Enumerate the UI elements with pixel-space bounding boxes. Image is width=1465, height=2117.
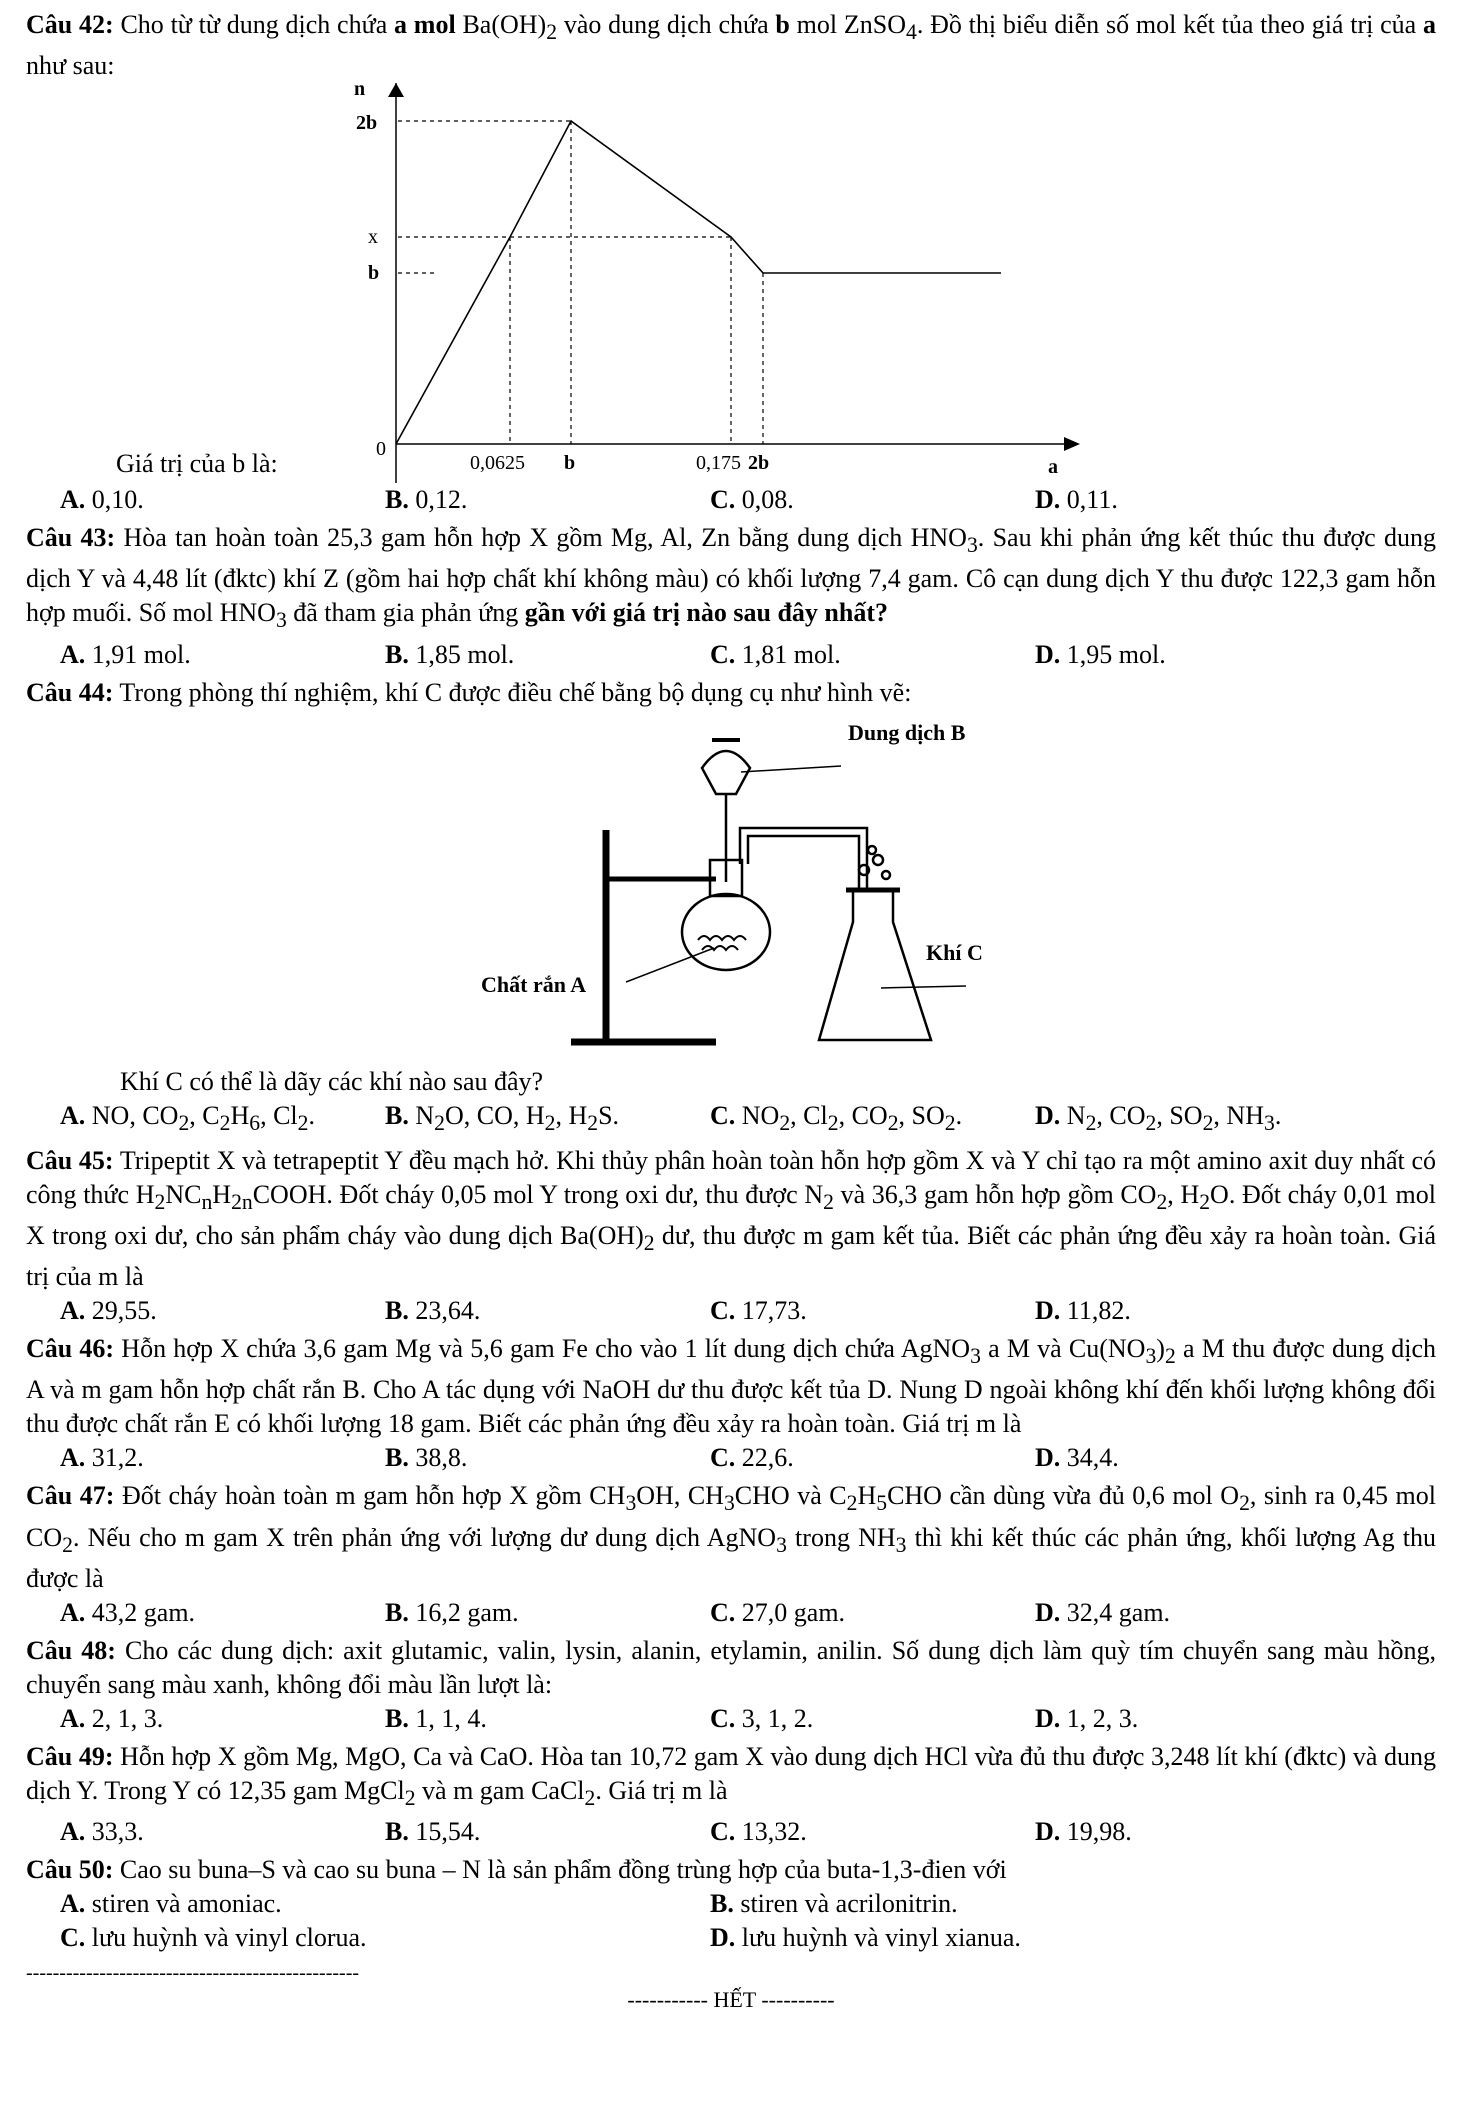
q48-stem: Câu 48: Cho các dung dịch: axit glutamic, valin, lysin, alanin, etylamin, anilin. Số dung dịch làm quỳ tím chuyển sang màu hồng, chuyển sang màu xanh, không đổi màu lần lượt là: — [26, 1635, 1436, 1699]
q44-apparatus — [26, 710, 1126, 1065]
apparatus-drawing — [571, 740, 966, 1042]
q43-stem: Câu 43: Hòa tan hoàn toàn 25,3 gam hỗn hợp X gồm Mg, Al, Zn bằng dung dịch $HNO_3$. Sau khi phản ứng kết thúc thu được dung dịch Y và 4,48 lít (đktc) khí Z (gồm hai hợp chất khí không màu) có khối lượng 7,4 gam. Cô cạn dung dịch Y thu được 122,3 gam hỗn hợp muối. Số mol $HNO_3$ đã tham gia phản ứng gần với giá trị nào sau đây nhất? — [26, 523, 1436, 633]
q48-option-a[interactable]: A. 2, 1, 3. — [60, 1703, 164, 1733]
y-axis-label: n — [354, 83, 366, 101]
q47-options — [26, 1596, 1436, 1630]
round-flask — [682, 894, 770, 970]
q42-option-d[interactable]: D. 0,11. — [1035, 485, 1118, 515]
guide-lines — [398, 121, 763, 444]
q47-option-c[interactable]: C. 27,0 gam. — [710, 1597, 846, 1627]
footer-end: ----------- HẾT ---------- — [627, 1986, 835, 2012]
y-tick-b: b — [368, 262, 380, 285]
q44-options — [26, 1099, 1436, 1140]
q42-stem: Câu 42: Cho từ từ dung dịch chứa a mol $Ba(OH)_2$ vào dung dịch chứa b mol ZnSO$_4$. Đồ thị biểu diễn số mol kết tủa theo giá trị của a như sau: — [26, 10, 1436, 81]
q50-option-b[interactable]: B. stiren và acrilonitrin. — [710, 1888, 958, 1918]
q46-options — [26, 1441, 1436, 1475]
x-axis-label: a — [1048, 456, 1058, 479]
q49-option-b[interactable]: B. 15,54. — [385, 1816, 481, 1846]
x-tick-0175: 0,175 — [696, 452, 741, 475]
q46-stem: Câu 46: Hỗn hợp X chứa 3,6 gam Mg và 5,6 gam Fe cho vào 1 lít dung dịch chứa AgNO$_3$ a M và $Cu(NO_3)_2$ a M thu được dung dịch A và m gam hỗn hợp chất rắn B. Cho A tác dụng với NaOH dư thu được kết tủa D. Nung D ngoài không khí đến khối lượng không đổi thu được chất rắn E có khối lượng 18 gam. Biết các phản ứng đều xảy ra hoàn toàn. Giá trị m là — [26, 1334, 1436, 1439]
pointer-c — [881, 986, 966, 988]
q42-number: Câu 42: — [26, 10, 114, 39]
q50-options-row1 — [26, 1887, 1436, 1921]
q49-option-c[interactable]: C. 13,32. — [710, 1816, 807, 1846]
q50-option-d[interactable]: D. lưu huỳnh và vinyl xianua. — [710, 1922, 1021, 1952]
x-tick-2b: 2b — [748, 452, 770, 475]
q44-option-c[interactable]: C. $NO_2$, $Cl_2$, $CO_2$, $SO_2$. — [710, 1100, 963, 1135]
q50-option-a[interactable]: A. stiren và amoniac. — [60, 1888, 282, 1918]
q48-option-d[interactable]: D. 1, 2, 3. — [1035, 1703, 1139, 1733]
q47-stem: Câu 47: Đốt cháy hoàn toàn m gam hỗn hợp X gồm $CH_3OH$, $CH_3CHO$ và $C_2H_5CHO$ cần dùng vừa đủ 0,6 mol $O_2$, sinh ra 0,45 mol $CO_2$. Nếu cho m gam X trên phản ứng với lượng dư dung dịch AgNO$_3$ trong $NH_3$ thì khi kết thúc các phản ứng, khối lượng Ag thu được là — [26, 1481, 1436, 1593]
q47-option-a[interactable]: A. 43,2 gam. — [60, 1597, 196, 1627]
q42-graph — [26, 83, 1126, 483]
q48-option-c[interactable]: C. 3, 1, 2. — [710, 1703, 814, 1733]
q49-option-a[interactable]: A. 33,3. — [60, 1816, 144, 1846]
q45-option-a[interactable]: A. 29,55. — [60, 1296, 157, 1326]
q49-stem: Câu 49: Hỗn hợp X gồm Mg, MgO, Ca và CaO. Hòa tan 10,72 gam X vào dung dịch HCl vừa đủ thu được 3,248 lít khí (đktc) và dung dịch Y. Trong Y có 12,35 gam MgCl$_2$ và m gam CaCl$_2$. Giá trị m là — [26, 1741, 1436, 1810]
q46-option-b[interactable]: B. 38,8. — [385, 1443, 468, 1473]
q44-apparatus-block — [26, 710, 1436, 1065]
q42-question: Giá trị của b là: — [116, 449, 278, 479]
q45-option-d[interactable]: D. 11,82. — [1035, 1296, 1131, 1326]
pointer-a — [626, 948, 714, 982]
q47-option-b[interactable]: B. 16,2 gam. — [385, 1597, 519, 1627]
q42-graph-block — [26, 83, 1436, 483]
q44-question: Khí C có thể là dãy các khí nào sau đây? — [120, 1066, 544, 1096]
q50-options-row2 — [26, 1921, 1436, 1955]
origin-label: 0 — [376, 438, 386, 461]
q49-options — [26, 1815, 1436, 1849]
pointer-b — [741, 766, 841, 772]
q50-stem: Câu 50: Cao su buna–S và cao su buna – N là sản phẩm đồng trùng hợp của buta-1,3-đien với — [26, 1854, 1007, 1884]
q47-option-d[interactable]: D. 32,4 gam. — [1035, 1597, 1171, 1627]
q45-option-b[interactable]: B. 23,64. — [385, 1296, 481, 1326]
label-dung-dich-b: Dung dịch B — [848, 719, 966, 745]
q46-option-a[interactable]: A. 31,2. — [60, 1443, 144, 1473]
q43-option-a[interactable]: A. 1,91 mol. — [60, 639, 191, 669]
x-tick-00625: 0,0625 — [470, 452, 525, 475]
kettua-line — [396, 121, 1001, 444]
q44-option-d[interactable]: D. $N_2$, $CO_2$, $SO_2$, $NH_3$. — [1035, 1100, 1282, 1135]
q42-options — [26, 483, 1436, 517]
q43-option-d[interactable]: D. 1,95 mol. — [1035, 639, 1166, 669]
q48-option-b[interactable]: B. 1, 1, 4. — [385, 1703, 487, 1733]
q42-option-c[interactable]: C. 0,08. — [710, 485, 794, 515]
q43-option-c[interactable]: C. 1,81 mol. — [710, 639, 841, 669]
label-chat-ran-a: Chất rắn A — [481, 971, 587, 997]
q44-option-a[interactable]: A. NO, $CO_2$, $C_2H_6$, $Cl_2$. — [60, 1100, 315, 1135]
q42-option-b[interactable]: B. 0,12. — [385, 485, 468, 515]
x-tick-b: b — [564, 452, 576, 475]
delivery-tube — [740, 828, 867, 892]
y-tick-2b: 2b — [356, 112, 378, 135]
q45-stem: Câu 45: Tripeptit X và tetrapeptit Y đều mạch hở. Khi thủy phân hoàn toàn hỗn hợp gồm X và Y chỉ tạo ra một amino axit duy nhất có công thức $H_2NC_nH_{2n}COOH$. Đốt cháy 0,05 mol Y trong oxi dư, thu được $N_2$ và 36,3 gam hỗn hợp gồm $CO_2$, $H_2O$. Đốt cháy 0,01 mol X trong oxi dư, cho sản phẩm cháy vào dung dịch $Ba(OH)_2$ dư, thu được m gam kết tủa. Biết các phản ứng đều xảy ra hoàn toàn. Giá trị của m là — [26, 1145, 1436, 1292]
q45-option-c[interactable]: C. 17,73. — [710, 1296, 807, 1326]
q49-option-d[interactable]: D. 19,98. — [1035, 1816, 1132, 1846]
y-tick-x: x — [368, 226, 378, 249]
label-khi-c: Khí C — [926, 939, 983, 965]
erlenmeyer-flask — [819, 890, 931, 1040]
q46-option-d[interactable]: D. 34,4. — [1035, 1443, 1119, 1473]
q48-options — [26, 1702, 1436, 1736]
x-axis-arrow — [1064, 437, 1080, 451]
exam-page — [26, 8, 1436, 2015]
q43-options — [26, 638, 1436, 672]
y-axis-arrow — [388, 83, 404, 97]
q42-option-a[interactable]: A. 0,10. — [60, 485, 144, 515]
q50-option-c[interactable]: C. lưu huỳnh và vinyl clorua. — [60, 1922, 367, 1952]
q43-option-b[interactable]: B. 1,85 mol. — [385, 639, 515, 669]
q44-option-b[interactable]: B. $N_2O$, CO, $H_2$, $H_2S$. — [385, 1100, 620, 1135]
q46-option-c[interactable]: C. 22,6. — [710, 1443, 794, 1473]
footer-rule: -------------------------------------------------- — [26, 1961, 360, 1984]
q45-options — [26, 1294, 1436, 1328]
q44-stem: Câu 44: Trong phòng thí nghiệm, khí C được điều chế bằng bộ dụng cụ như hình vẽ: — [26, 677, 912, 707]
